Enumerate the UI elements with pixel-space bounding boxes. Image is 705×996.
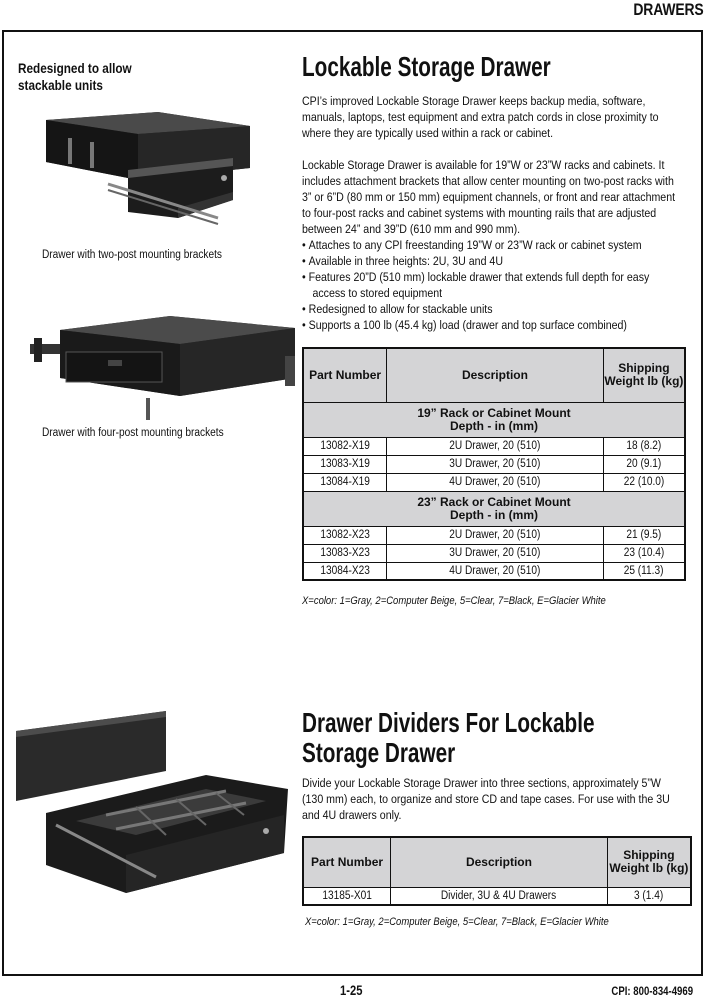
col-header-weight: Shipping Weight lb (kg) xyxy=(607,837,691,887)
drawer-dividers-photo xyxy=(16,705,288,895)
col-header-weight: Shipping Weight lb (kg) xyxy=(603,348,685,402)
page-header xyxy=(0,0,705,30)
drawer-four-post-photo xyxy=(30,308,300,420)
stackable-note: Redesigned to allow stackable units xyxy=(18,60,132,93)
col-header-description: Description xyxy=(387,348,604,402)
product1-color-footnote: X=color: 1=Gray, 2=Computer Beige, 5=Clear, 7=Black, E=Glacier White xyxy=(302,595,606,607)
product1-intro: CPI’s improved Lockable Storage Drawer keeps backup media, software, manuals, laptops, test equipment and extra patch cords in close proximity to where they are typically used within a rack or cabinet. xyxy=(302,94,659,140)
col-header-description: Description xyxy=(391,837,608,887)
product1-detail: Lockable Storage Drawer is available for 19”W or 23”W racks and cabinets. It includes attachment brackets that allow center mounting on two-post racks with 3” or 6”D (80 mm or 150 mm) equipment channels, or front and rear attachment to four-post racks and cabinet systems with mounting rails that are adjusted between 24” and 39”D (610 mm and 990 mm). xyxy=(302,158,676,236)
feature-item: • Features 20”D (510 mm) lockable drawer that extends full depth for easy access to stored equipment xyxy=(302,269,685,301)
table-row: 13084-X19 4U Drawer, 20 (510) 22 (10.0) xyxy=(303,473,685,491)
product1-spec-table xyxy=(302,347,686,581)
table-row: 13185-X01 Divider, 3U & 4U Drawers 3 (1.4) xyxy=(303,887,691,905)
col-header-part-number: Part Number xyxy=(303,837,391,887)
section-title: DRAWERS xyxy=(632,0,703,19)
feature-item: • Attaches to any CPI freestanding 19”W or 23”W rack or cabinet system xyxy=(302,237,685,253)
product2-spec-table xyxy=(302,836,692,906)
product1-description xyxy=(302,93,685,333)
product1-title: Lockable Storage Drawer xyxy=(302,51,551,82)
product2-color-footnote: X=color: 1=Gray, 2=Computer Beige, 5=Clear, 7=Black, E=Glacier White xyxy=(305,916,609,928)
table-row: 13084-X23 4U Drawer, 20 (510) 25 (11.3) xyxy=(303,562,685,580)
caption-two-post: Drawer with two-post mounting brackets xyxy=(42,249,222,261)
feature-item: • Available in three heights: 2U, 3U and 4U xyxy=(302,253,685,269)
table-row: 13082-X19 2U Drawer, 20 (510) 18 (8.2) xyxy=(303,437,685,455)
table-group-header: 19” Rack or Cabinet Mount Depth - in (mm) xyxy=(303,402,685,437)
product2-title: Drawer Dividers For Lockable Storage Drawer xyxy=(302,707,595,768)
table-row: 13083-X23 3U Drawer, 20 (510) 23 (10.4) xyxy=(303,544,685,562)
drawer-two-post-photo xyxy=(28,100,253,230)
page-number: 1-25 xyxy=(340,982,363,996)
table-group-header: 23” Rack or Cabinet Mount Depth - in (mm) xyxy=(303,491,685,526)
caption-four-post: Drawer with four-post mounting brackets xyxy=(42,427,224,439)
product2-description: Divide your Lockable Storage Drawer into three sections, approximately 5”W (130 mm) each, to organize and store CD and tape cases. For use with the 3U and 4U drawers only. xyxy=(302,776,670,822)
col-header-part-number: Part Number xyxy=(303,348,387,402)
feature-item: • Supports a 100 lb (45.4 kg) load (drawer and top surface combined) xyxy=(302,317,685,333)
feature-item: • Redesigned to allow for stackable units xyxy=(302,301,685,317)
contact-phone: CPI: 800-834-4969 xyxy=(611,984,693,996)
table-row: 13082-X23 2U Drawer, 20 (510) 21 (9.5) xyxy=(303,526,685,544)
product1-features xyxy=(302,237,685,333)
table-row: 13083-X19 3U Drawer, 20 (510) 20 (9.1) xyxy=(303,455,685,473)
